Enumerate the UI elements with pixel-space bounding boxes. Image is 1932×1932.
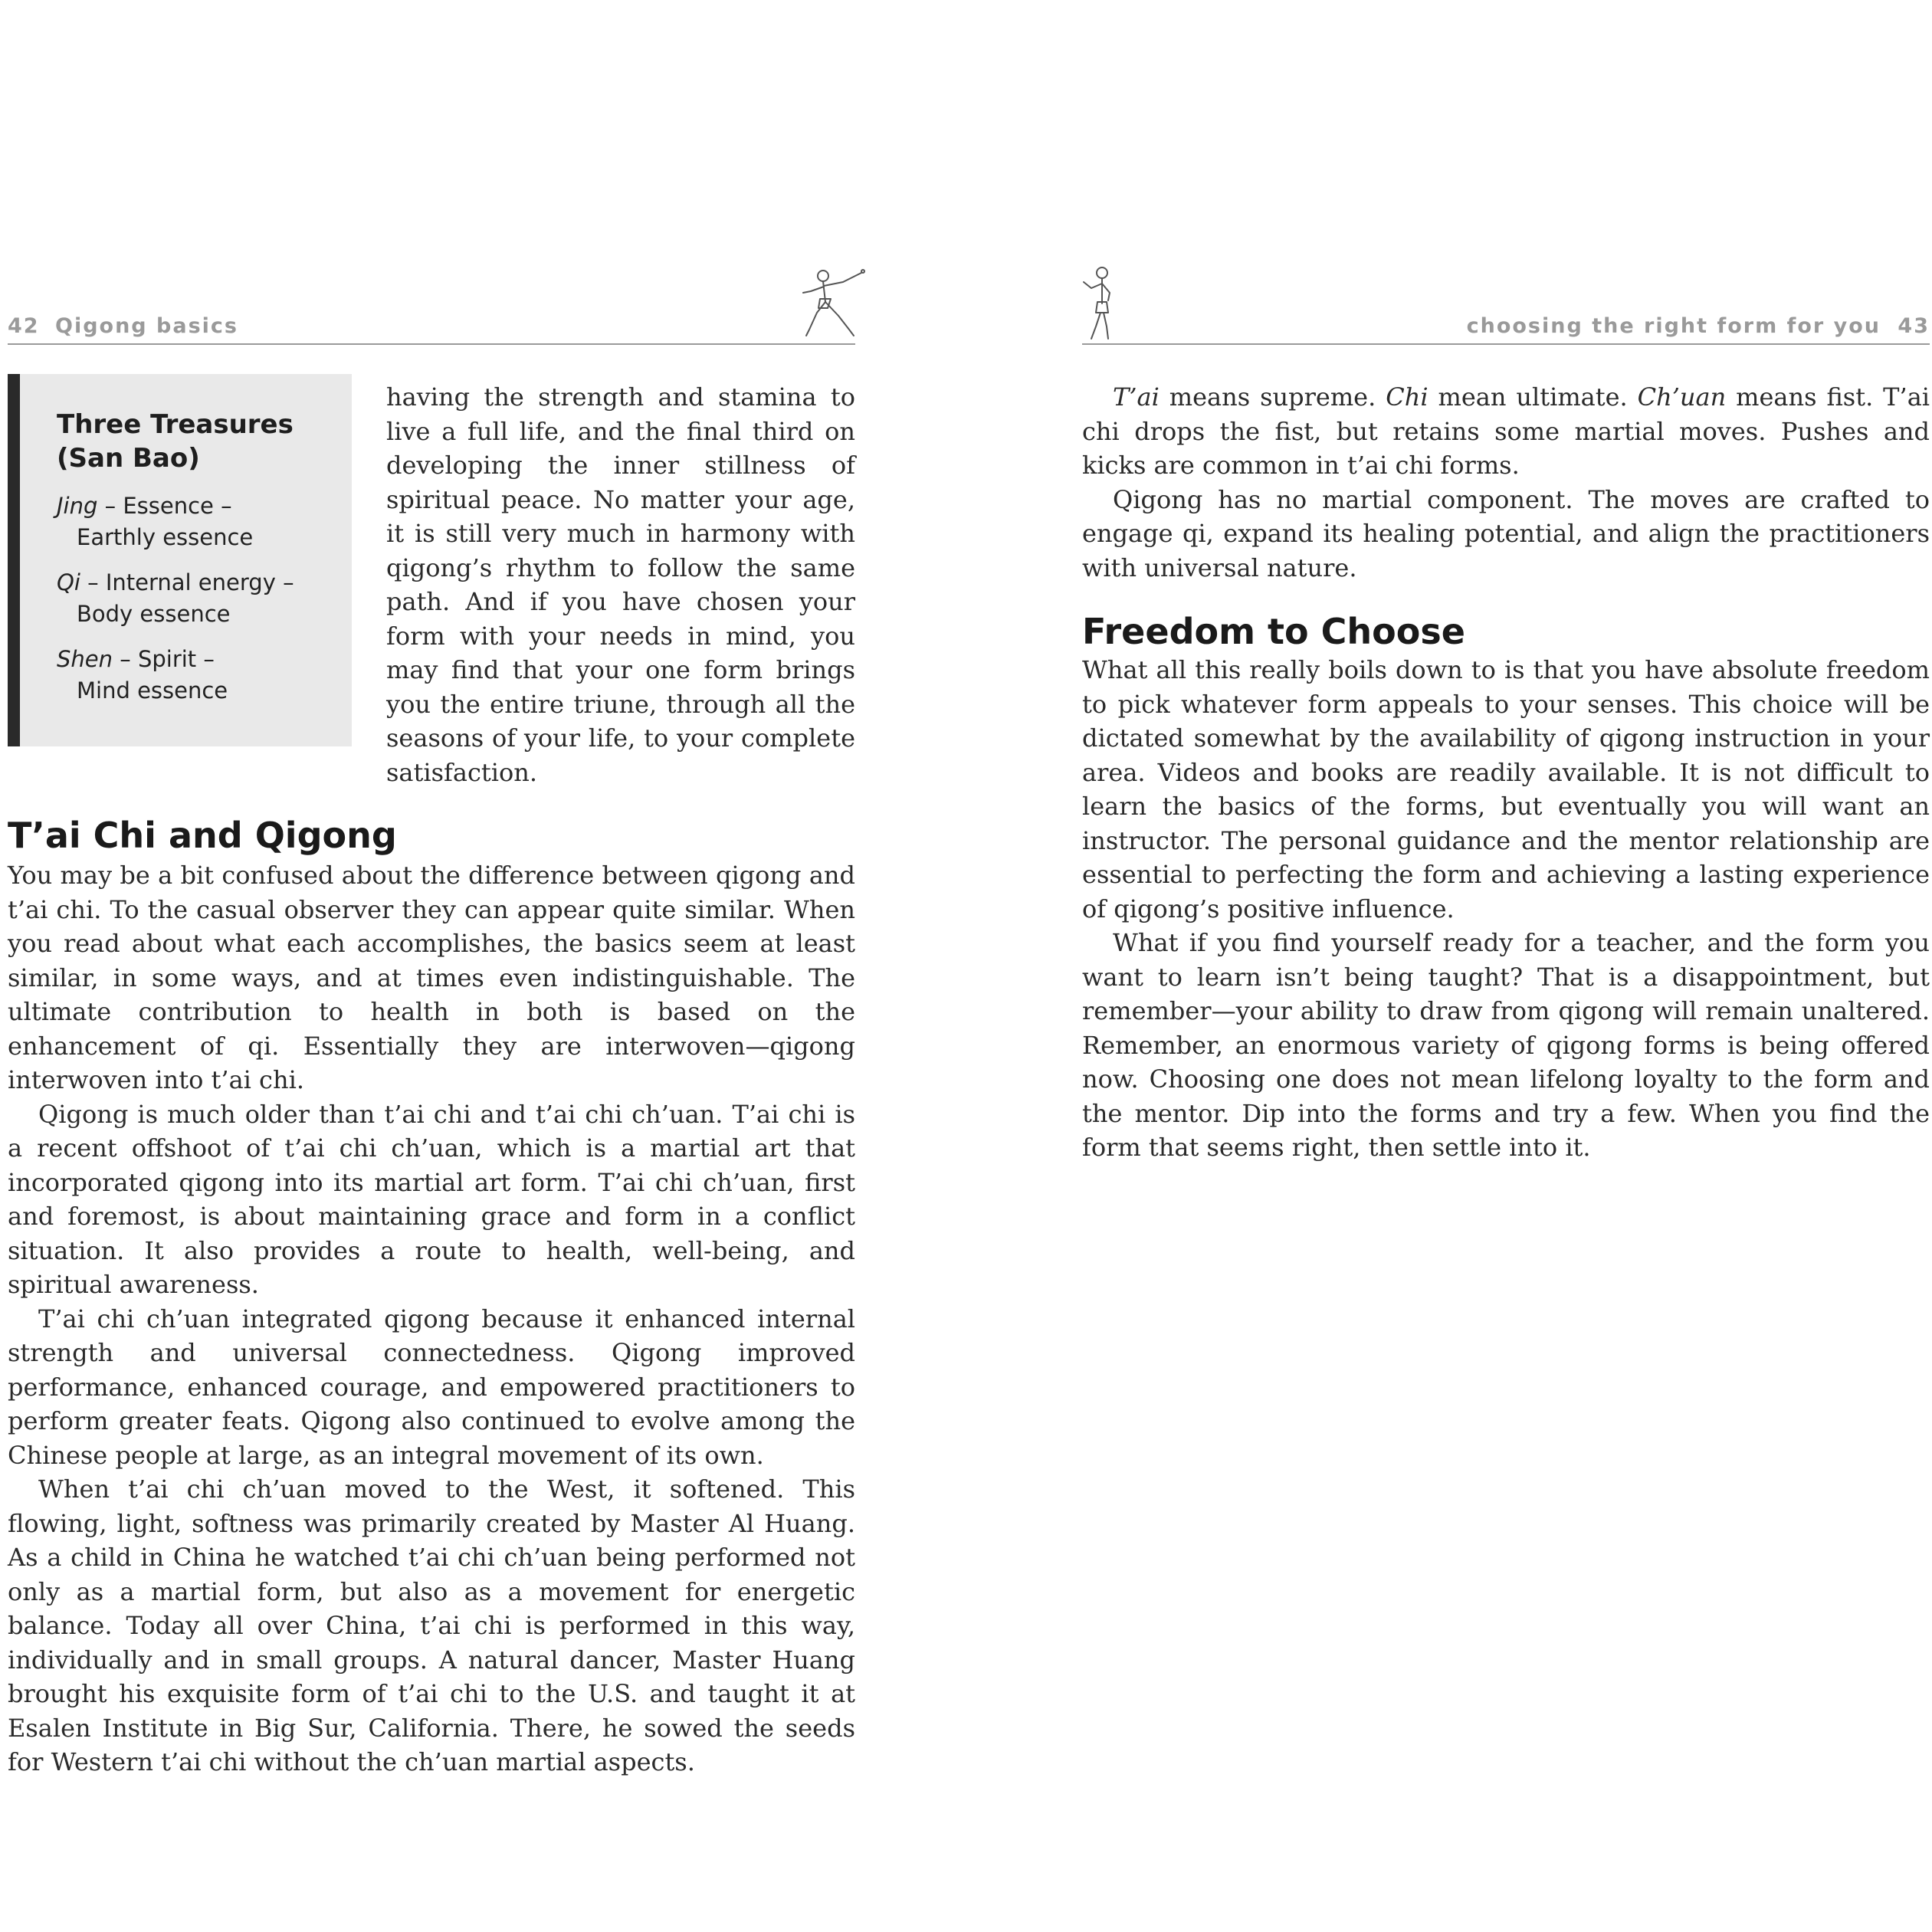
three-treasures-sidebar: [8, 374, 352, 746]
paragraph: When t’ai chi ch’uan moved to the West, it softened. This flowing, light, softness was primarily created by Master Al Huang. As a child in China he watched t’ai chi ch’uan being performed not only as a martial form, but also as a movement for energetic balance. Today all over China, t’ai chi is performed in this way, individually and in small groups. A natural dancer, Master Huang brought his exquisite form of t’ai chi to the U.S. and taught it at Esalen Institute in Big Sur, California. There, he sowed the seeds for Western t’ai chi without the ch’uan martial aspects.: [8, 1474, 855, 1776]
running-head-left: [8, 310, 855, 345]
qigong-pose-figure-icon: [800, 265, 869, 342]
paragraph: What if you find yourself ready for a teacher, and the form you want to learn isn’t being taught? That is a disappointment, but remember—your ability to draw from qigong will remain unaltered. Remember, an enormous variety of qigong forms is being offered now. Choosing one does not mean lifelong loyalty to the form and the mentor. Dip into the forms and try a few. When you find the form that seems right, then settle into it.: [1082, 928, 1930, 1162]
essence-type: Body essence: [77, 601, 231, 627]
running-title: choosing the right form for you: [1466, 314, 1881, 338]
sidebar-title: [57, 408, 336, 475]
paragraph: You may be a bit confused about the difference between qigong and t’ai chi. To the casual observer they can appear quite similar. When you read about what each accomplishes, the basics seem at least similar, in some ways, and at times even indistinguishable. The ultimate contribution to health in both is based on the enhancement of qi. Essentially they are interwoven—qigong interwoven into t’ai chi.: [8, 861, 855, 1094]
paragraph: having the strength and stamina to live a full life, and the final third on developing the inner stillness of spiritual peace. No matter your age, it is still very much in harmony with qigong’s rhythm to follow the same path. And if you have chosen your form with your needs in mind, you may find that your one form brings you the entire triune, through all the seasons of your life, to your complete satisfaction.: [386, 382, 855, 787]
paragraph: What all this really boils down to is that you have absolute freedom to pick whatever form appeals to your senses. This choice will be dictated somewhat by the availability of qigong instruction in your area. Videos and books are readily available. It is not difficult to learn the basics of the forms, but eventually you will want an instructor. The personal guidance and the mentor relationship are essential to perfecting the form and achieving a lasting experience of qigong’s positive influence.: [1082, 655, 1930, 923]
sidebar-title-line1: Three Treasures: [57, 409, 294, 440]
page-number: 42: [8, 314, 40, 338]
term: Qi: [57, 569, 80, 595]
sidebar-entry-shen: [57, 644, 336, 707]
text: means fist. T’ai chi drops the fist, but retains some martial moves. Pushes and kicks are common in t’ai chi forms.: [1082, 382, 1930, 480]
paragraph: Qigong has no martial component. The moves are crafted to engage qi, expand its healing potential, and align the practitioners with universal nature.: [1082, 484, 1930, 582]
definition: – Essence –: [97, 493, 232, 519]
definition: – Spirit –: [113, 646, 215, 672]
definition: – Internal energy –: [80, 569, 294, 595]
paragraph: T’ai chi ch’uan integrated qigong because it enhanced internal strength and universal connectedness. Qigong improved performance, enhanced courage, and empowered practitioners to perform greater feats. Qigong also continued to evolve among the Chinese people at large, as an integral movement of its own.: [8, 1304, 855, 1470]
essence-type: Earthly essence: [77, 524, 254, 550]
left-page: [8, 0, 855, 1932]
term: Jing: [57, 493, 98, 519]
continued-paragraph: [386, 380, 855, 789]
sidebar-entry-qi: [57, 567, 336, 630]
term: Shen: [57, 646, 113, 672]
running-head-right: [1082, 310, 1930, 345]
text: means supreme.: [1159, 382, 1386, 412]
running-title: Qigong basics: [55, 314, 238, 338]
sidebar-entry-jing: [57, 490, 336, 553]
section-body-right: [1082, 653, 1930, 1165]
italic-term: Chi: [1386, 382, 1428, 412]
sidebar-title-line2: (San Bao): [57, 443, 200, 474]
right-page: [1082, 0, 1930, 1932]
section-body-left: [8, 858, 855, 1779]
text: mean ultimate.: [1428, 382, 1638, 412]
section-heading-freedom-to-choose: Freedom to Choose: [1082, 611, 1465, 652]
standing-figure-icon: [1076, 265, 1122, 342]
page-number: 43: [1898, 314, 1930, 338]
essence-type: Mind essence: [77, 677, 228, 704]
paragraph: [1082, 380, 1930, 483]
italic-term: Ch’uan: [1637, 382, 1727, 412]
paragraph: Qigong is much older than t’ai chi and t’ai chi ch’uan. T’ai chi is a recent offshoot of t’ai chi ch’uan, which is a martial art that incorporated qigong into its martial art form. T’ai chi ch’uan, first and foremost, is about maintaining grace and form in a conflict situation. It also provides a route to health, well-being, and spiritual awareness.: [8, 1099, 855, 1299]
intro-text: [1082, 380, 1930, 585]
italic-term: T’ai: [1113, 382, 1160, 412]
section-heading-tai-chi-and-qigong: T’ai Chi and Qigong: [8, 815, 397, 856]
